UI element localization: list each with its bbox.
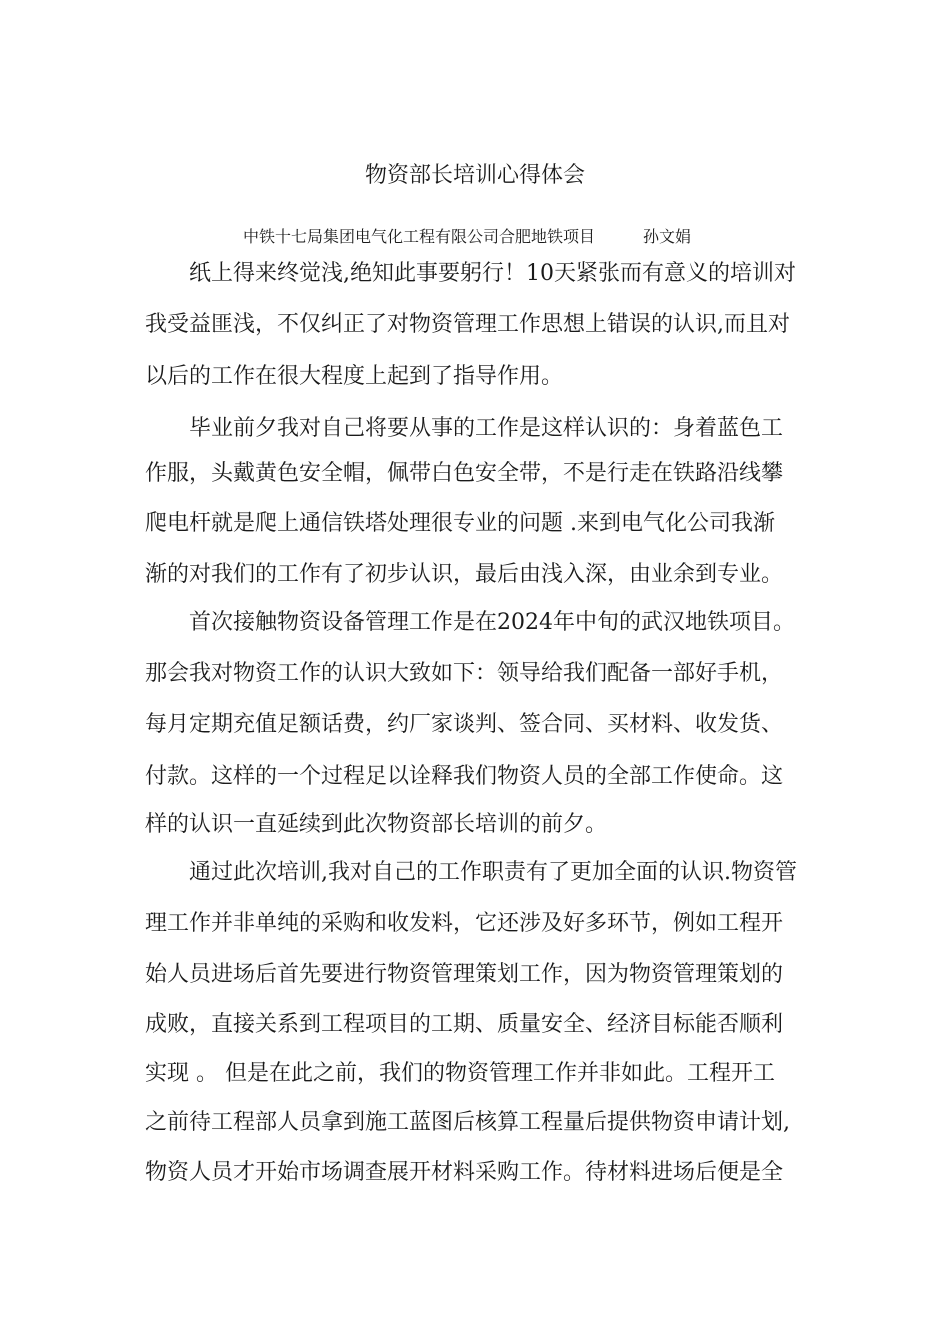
paragraph-line: 那会我对物资工作的认识大致如下：领导给我们配备一部好手机，	[145, 661, 784, 686]
document-title: 物资部长培训心得体会	[364, 163, 585, 188]
paragraph-line: 毕业前夕我对自己将要从事的工作是这样认识的：身着蓝色工	[189, 416, 784, 441]
paragraph-line: 付款。这样的一个过程足以诠释我们物资人员的全部工作使命。这	[145, 764, 784, 789]
paragraph-line: 渐的对我们的工作有了初步认识，最后由浅入深，由业余到专业。	[145, 562, 784, 587]
byline-author: 孙文娟	[643, 227, 692, 246]
paragraph-line: 通过此次培训,我对自己的工作职责有了更加全面的认识.物资管	[189, 860, 797, 885]
paragraph-line: 物资人员才开始市场调查展开材料采购工作。待材料进场后便是全	[145, 1160, 784, 1185]
paragraph-line: 之前待工程部人员拿到施工蓝图后核算工程量后提供物资申请计划,	[145, 1110, 790, 1135]
paragraph-line: 首次接触物资设备管理工作是在2024年中旬的武汉地铁项目。	[189, 610, 795, 635]
paragraph-line: 样的认识一直延续到此次物资部长培训的前夕。	[145, 812, 608, 837]
paragraph-line: 每月定期充值足额话费，约厂家谈判、签合同、买材料、收发货、	[145, 712, 784, 737]
paragraph-line: 作服，头戴黄色安全帽，佩带白色安全带，不是行走在铁路沿线攀	[145, 461, 784, 486]
byline-organization: 中铁十七局集团电气化工程有限公司合肥地铁项目	[243, 227, 596, 246]
paragraph-line: 纸上得来终觉浅,绝知此事要躬行！10天紧张而有意义的培训对	[189, 261, 796, 286]
byline	[243, 224, 691, 250]
paragraph-line: 理工作并非单纯的采购和收发料，它还涉及好多环节，例如工程开	[145, 911, 784, 936]
paragraph-line: 我受益匪浅，不仅纠正了对物资管理工作思想上错误的认识,而且对	[145, 312, 790, 337]
paragraph-line: 爬电杆就是爬上通信铁塔处理很专业的问题 .来到电气化公司我渐	[145, 511, 775, 536]
paragraph-line: 成败，直接关系到工程项目的工期、质量安全、经济目标能否顺利	[145, 1012, 784, 1037]
paragraph-line: 以后的工作在很大程度上起到了指导作用。	[145, 364, 564, 389]
paragraph-line: 实现 。 但是在此之前，我们的物资管理工作并非如此。工程开工	[145, 1061, 775, 1086]
paragraph-line: 始人员进场后首先要进行物资管理策划工作，因为物资管理策划的	[145, 962, 784, 987]
